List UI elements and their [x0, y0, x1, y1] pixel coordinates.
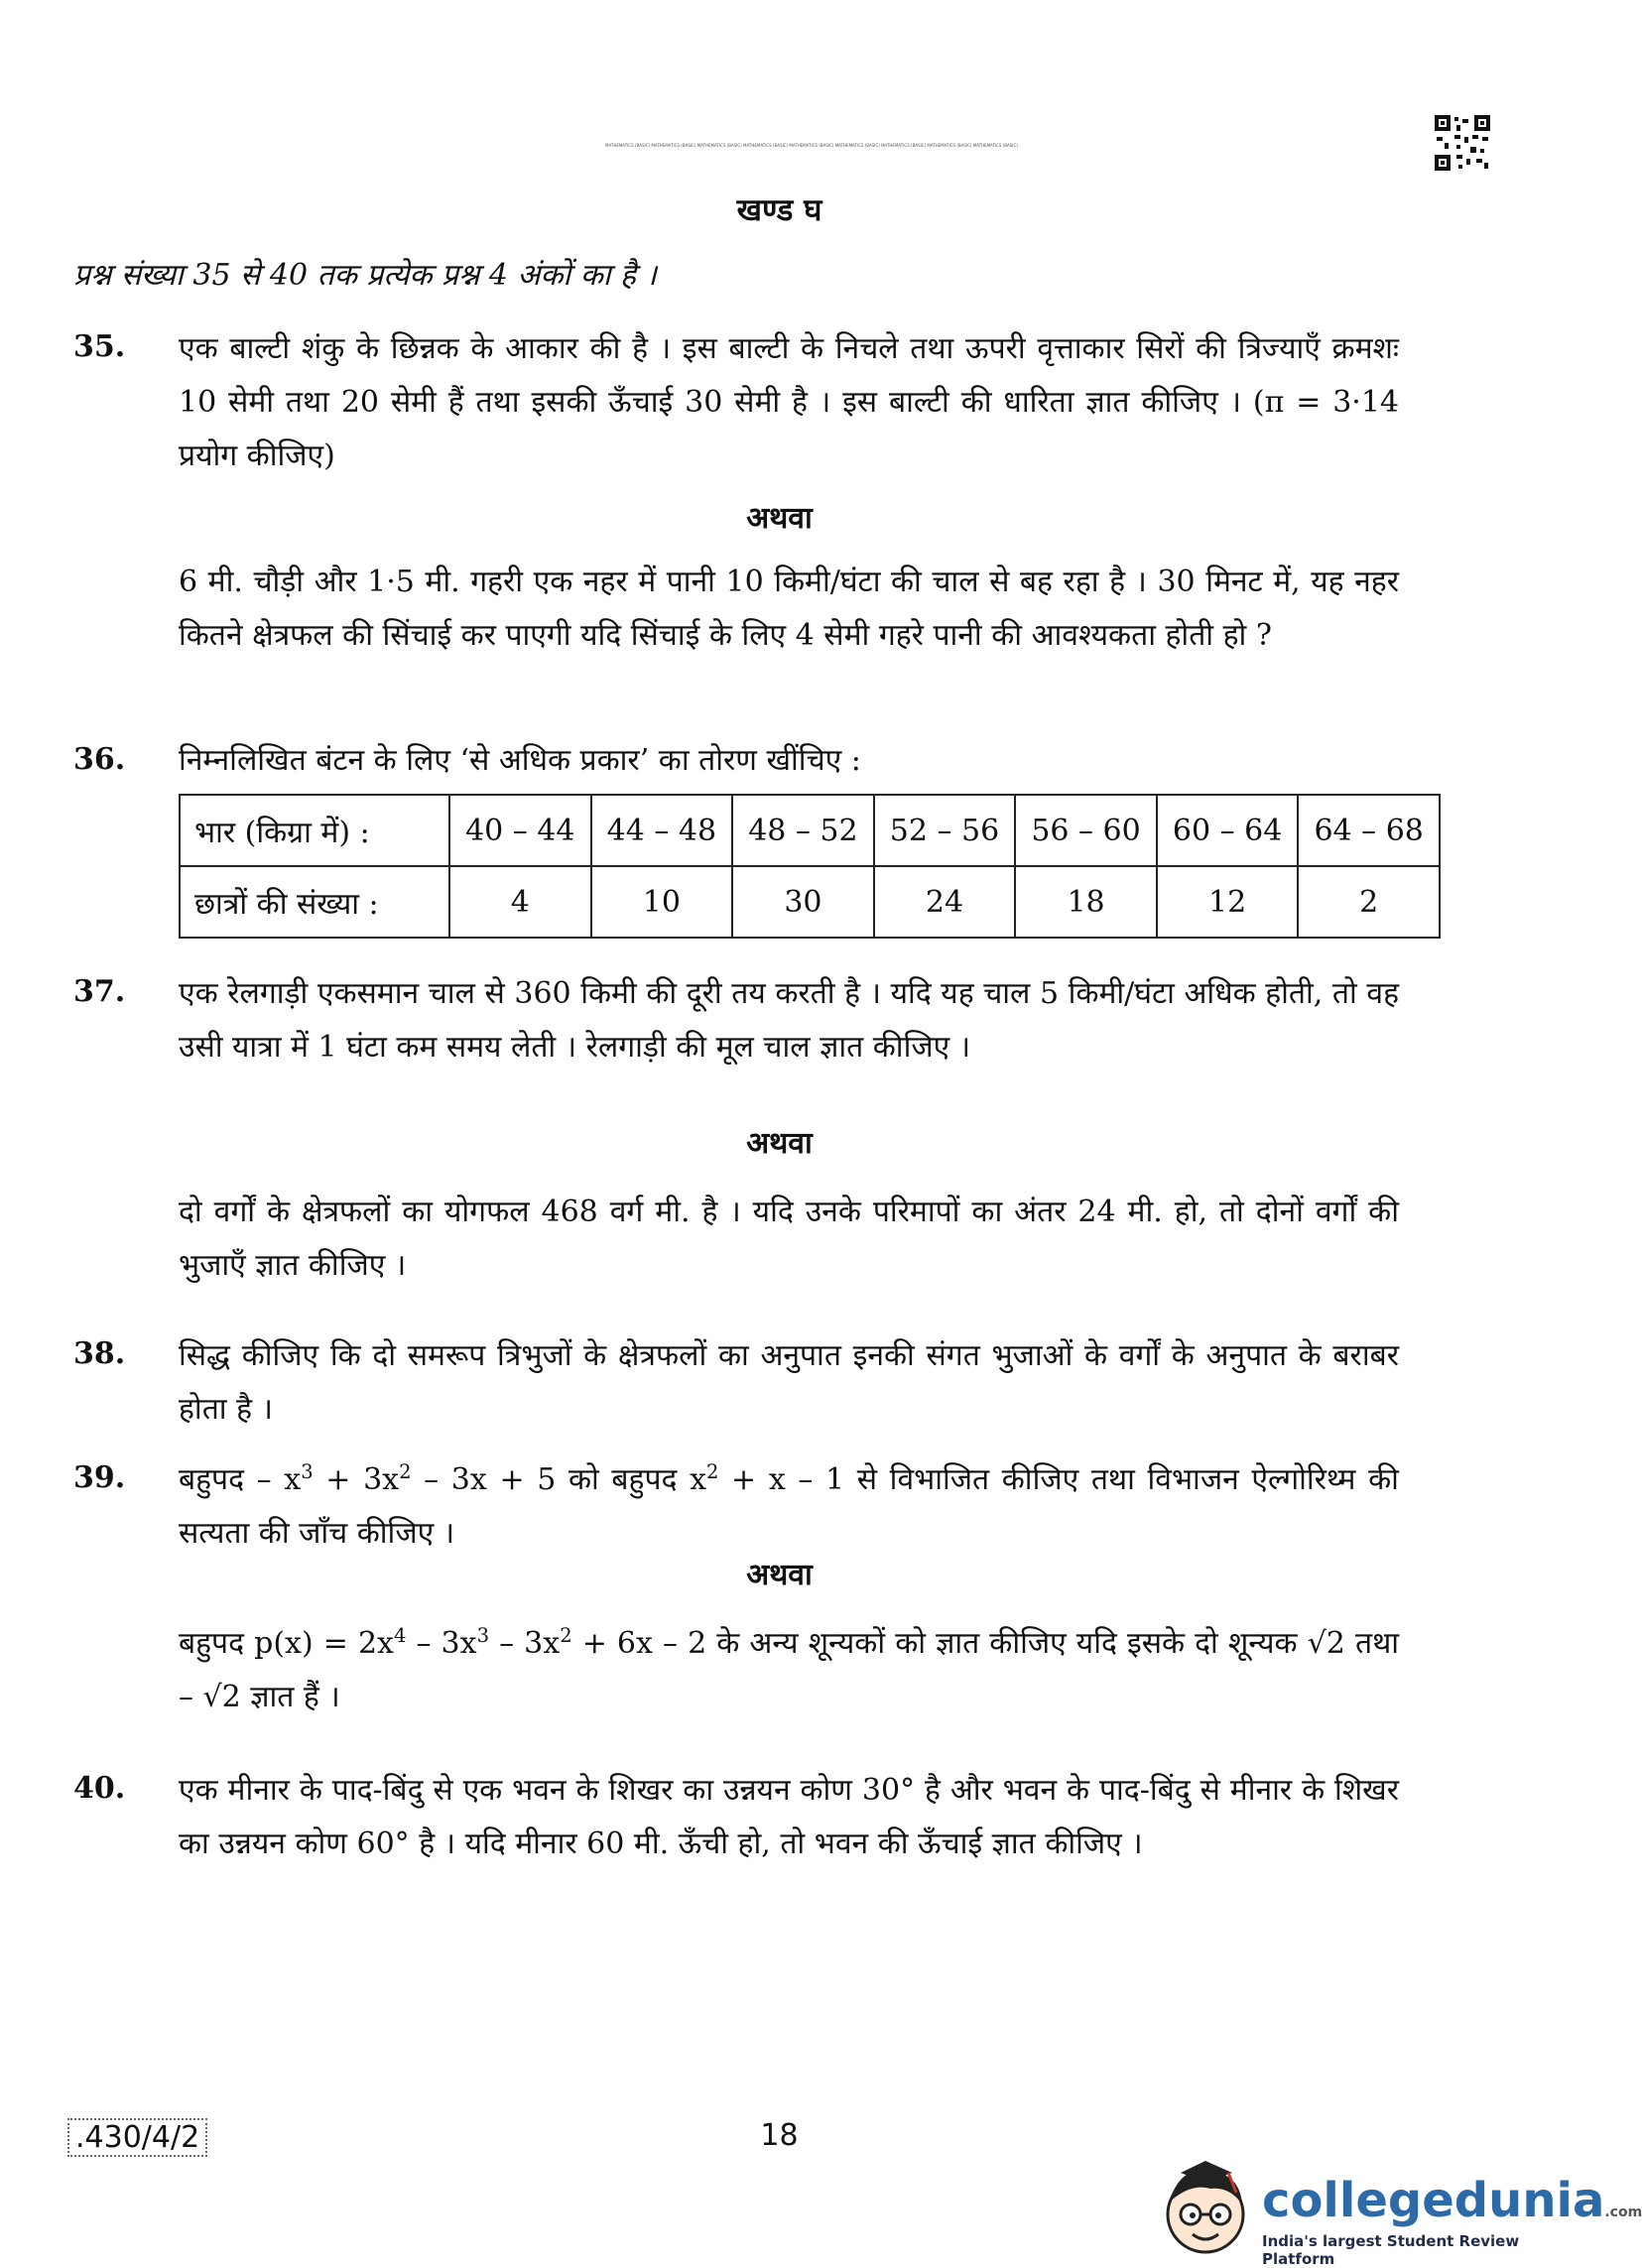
question-number-38: 38.	[73, 1336, 126, 1371]
table-cell: 64 – 68	[1298, 795, 1440, 866]
table-cell: 56 – 60	[1015, 795, 1157, 866]
distribution-table	[179, 794, 1441, 939]
section-instruction: प्रश्न संख्या 35 से 40 तक प्रत्येक प्रश्न 4 अंकों का है ।	[73, 258, 657, 293]
polynomial-divisor: $x^2 + x - 1$	[690, 1460, 845, 1497]
question-39-text: बहुपद – $x^3 + 3x^2 - 3x + 5$ को बहुपद $x^2 + x - 1$ से विभाजित कीजिए तथा विभाजन ऐल्गोरिथ्म की सत्यता की जाँच कीजिए ।	[179, 1460, 1399, 1551]
section-title: खण्ड घ	[736, 192, 822, 228]
question-number-40: 40.	[73, 1771, 126, 1806]
question-38-text: सिद्ध कीजिए कि दो समरूप त्रिभुजों के क्षेत्रफलों का अनुपात इनकी संगत भुजाओं के वर्गों के अनुपात के बराबर होता है ।	[179, 1338, 1399, 1427]
table-cell: 30	[732, 866, 874, 938]
collegedunia-mascot-icon	[1151, 2153, 1260, 2262]
table-cell: 40 – 44	[449, 795, 591, 866]
table-cell: 18	[1015, 866, 1157, 938]
question-39-or: अथवा	[746, 1558, 813, 1592]
polynomial-dividend: – $x^3 + 3x^2 - 3x + 5$	[256, 1460, 557, 1497]
table-cell: 12	[1157, 866, 1299, 938]
table-row-label: भार (किग्रा में) :	[180, 795, 449, 866]
table-cell: 48 – 52	[732, 795, 874, 866]
qr-code-icon	[1435, 115, 1490, 171]
question-35-alternative: 6 मी. चौड़ी और 1·5 मी. गहरी एक नहर में पानी 10 किमी/घंटा की चाल से बह रहा है । 30 मिनट में, यह नहर कितने क्षेत्रफल की सिंचाई कर पाएगी यदि सिंचाई के लिए 4 सेमी गहरे पानी की आवश्यकता होती हो ?	[179, 565, 1399, 653]
table-cell: 2	[1298, 866, 1440, 938]
polynomial-p: $p(x) = 2x^4 - 3x^3 - 3x^2 + 6x - 2$	[254, 1624, 707, 1661]
question-35-or: अथवा	[746, 501, 813, 536]
header-microtext: MATHEMATICS (BASIC) MATHEMATICS (BASIC) MATHEMATICS (BASIC) MATHEMATICS (BASIC) MATHEMATICS (BASIC) MATHEMATICS (BASIC) MATHEMATICS (BASIC) MATHEMATICS (BASIC) MATHEMATICS (BASIC)	[605, 143, 1018, 148]
root-sqrt2: √2	[1307, 1626, 1345, 1661]
question-35-text: एक बाल्टी शंकु के छिन्नक के आकार की है । इस बाल्टी के निचले तथा ऊपरी वृत्ताकार सिरों की त्रिज्याएँ क्रमशः 10 सेमी तथा 20 सेमी हैं तथा इसकी ऊँचाई 30 सेमी है । इस बाल्टी की धारिता ज्ञात कीजिए । (π = 3·14 प्रयोग कीजिए)	[179, 331, 1399, 473]
table-cell: 52 – 56	[874, 795, 1016, 866]
question-37-text: एक रेलगाड़ी एकसमान चाल से 360 किमी की दूरी तय करती है । यदि यह चाल 5 किमी/घंटा अधिक होती, तो वह उसी यात्रा में 1 घंटा कम समय लेती । रेलगाड़ी की मूल चाल ज्ञात कीजिए ।	[179, 976, 1399, 1065]
question-number-35: 35.	[73, 329, 126, 364]
table-row-weight	[180, 795, 1440, 866]
table-cell: 24	[874, 866, 1016, 938]
paper-code: .430/4/2	[67, 2118, 207, 2157]
table-cell: 44 – 48	[591, 795, 733, 866]
question-37-or: अथवा	[746, 1126, 813, 1161]
question-number-39: 39.	[73, 1460, 126, 1495]
question-37-alternative: दो वर्गों के क्षेत्रफलों का योगफल 468 वर्ग मी. है । यदि उनके परिमापों का अंतर 24 मी. हो, तो दोनों वर्गों की भुजाएँ ज्ञात कीजिए ।	[179, 1195, 1399, 1283]
table-cell: 60 – 64	[1157, 795, 1299, 866]
root-neg-sqrt2: – √2	[179, 1680, 241, 1714]
question-40-text: एक मीनार के पाद-बिंदु से एक भवन के शिखर का उन्नयन कोण 30° है और भवन के पाद-बिंदु से मीनार के शिखर का उन्नयन कोण 60° है । यदि मीनार 60 मी. ऊँची हो, तो भवन की ऊँचाई ज्ञात कीजिए ।	[179, 1773, 1399, 1861]
table-cell: 4	[449, 866, 591, 938]
table-cell: 10	[591, 866, 733, 938]
brand-tagline: India's largest Student Review Platform	[1262, 2232, 1520, 2268]
question-36-text: निम्नलिखित बंटन के लिए ‘से अधिक प्रकार’ का तोरण खींचिए :	[179, 743, 861, 778]
table-row-students	[180, 866, 1440, 938]
question-number-37: 37.	[73, 974, 126, 1009]
brand-name: collegedunia.com	[1262, 2173, 1642, 2228]
table-row-label: छात्रों की संख्या :	[180, 866, 449, 938]
question-number-36: 36.	[73, 742, 126, 777]
question-39-alternative: बहुपद $p(x) = 2x^4 - 3x^3 - 3x^2 + 6x - 2$ के अन्य शून्यकों को ज्ञात कीजिए यदि इसके दो शून्यक √2 तथा – √2 ज्ञात हैं ।	[179, 1624, 1400, 1714]
page-number: 18	[760, 2118, 799, 2153]
